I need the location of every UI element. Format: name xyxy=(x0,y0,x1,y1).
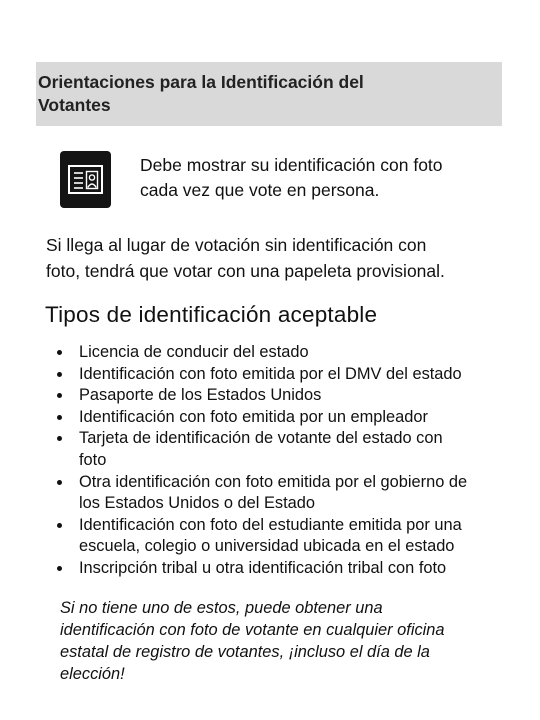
bullet-icon xyxy=(57,415,62,420)
provisional-line: foto, tendrá que votar con una papeleta provisional. xyxy=(46,261,445,281)
footer-line: identificación con foto de votante en cualquier oficina xyxy=(60,621,445,639)
list-item-line: los Estados Unidos o del Estado xyxy=(79,494,315,513)
intro-line: cada vez que vote en persona. xyxy=(140,180,380,200)
footer-line: Si no tiene uno de estos, puede obtener una xyxy=(60,599,383,617)
list-item-line: Identificación con foto emitida por un empleador xyxy=(79,407,428,426)
bullet-icon xyxy=(57,393,62,398)
list-item xyxy=(56,385,516,407)
list-item-line: Otra identificación con foto emitida por el gobierno de xyxy=(79,472,468,491)
intro-text xyxy=(140,153,510,203)
footer-line: elección! xyxy=(60,665,125,683)
list-item xyxy=(56,515,516,558)
page-title-line: Orientaciones para la Identificación del xyxy=(38,72,364,92)
list-item xyxy=(56,428,516,471)
bullet-icon xyxy=(57,350,62,355)
list-item-line: foto xyxy=(79,450,107,469)
bullet-icon xyxy=(57,436,62,441)
list-item-line: Identificación con foto emitida por el DMV del estado xyxy=(79,364,462,383)
list-item-line: Licencia de conducir del estado xyxy=(79,343,309,361)
footer-line: estatal de registro de votantes, ¡incluso el día de la xyxy=(60,643,430,661)
header-band xyxy=(36,62,502,126)
provisional-ballot-note xyxy=(46,232,516,284)
list-item xyxy=(56,558,516,580)
bullet-icon xyxy=(57,372,62,377)
list-item-line: Tarjeta de identificación de votante del estado con xyxy=(79,429,443,448)
list-item xyxy=(56,342,516,364)
page-title xyxy=(38,71,502,117)
list-item-line: Identificación con foto del estudiante emitida por una xyxy=(79,515,462,534)
id-card-icon xyxy=(60,151,111,208)
bullet-icon xyxy=(57,480,62,485)
bullet-icon xyxy=(57,523,62,528)
list-item xyxy=(56,407,516,429)
page-title-line: Votantes xyxy=(38,95,111,115)
list-item xyxy=(56,472,516,515)
list-item-line: escuela, colegio o universidad ubicada en el estado xyxy=(79,537,455,556)
bullet-icon xyxy=(57,566,62,571)
list-item-line: Inscripción tribal u otra identificación tribal con foto xyxy=(79,558,447,577)
list-item xyxy=(56,364,516,386)
intro-line: Debe mostrar su identificación con foto xyxy=(140,155,443,175)
acceptable-id-list xyxy=(56,342,516,580)
provisional-line: Si llega al lugar de votación sin identificación con xyxy=(46,235,427,255)
footer-note xyxy=(60,597,500,685)
list-item-line: Pasaporte de los Estados Unidos xyxy=(79,386,322,405)
section-title: Tipos de identificación aceptable xyxy=(45,302,378,327)
